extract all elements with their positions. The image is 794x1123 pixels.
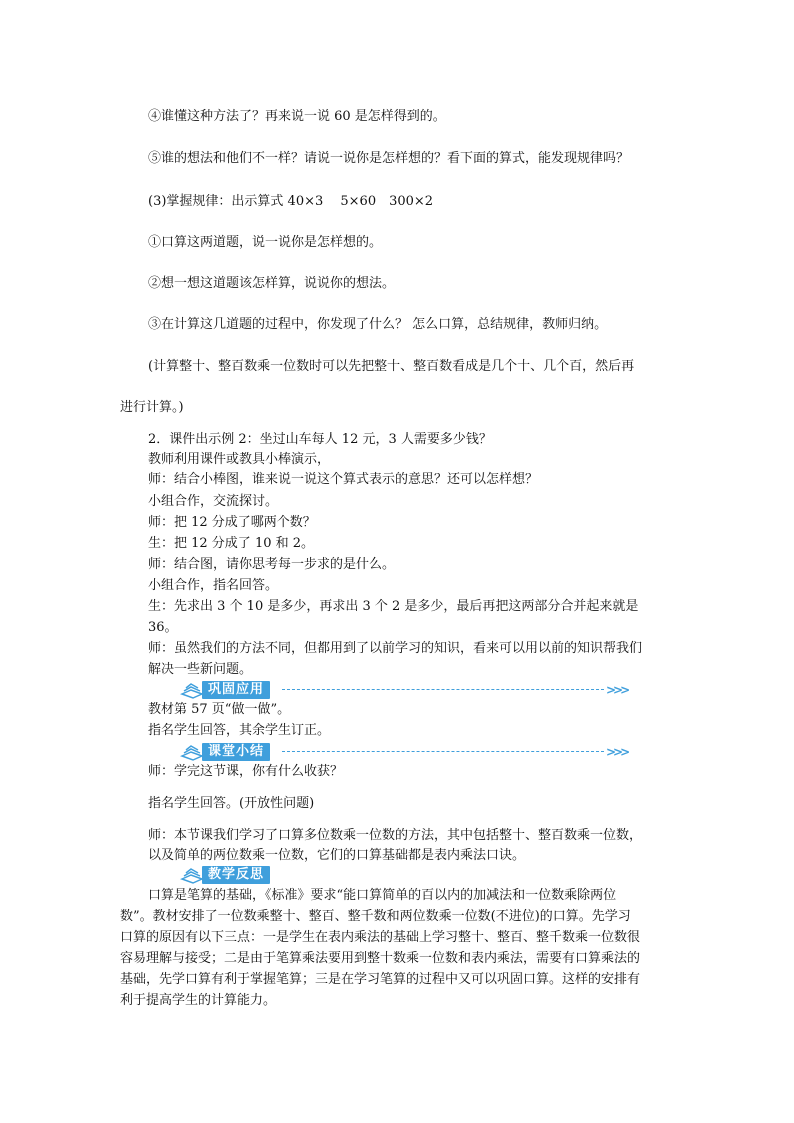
section-header-consolidate bbox=[180, 681, 640, 699]
text-line: 36。 bbox=[148, 620, 178, 635]
text-line: 2．课件出示例 2：坐过山车每人 12 元，3 人需要多少钱？ bbox=[148, 432, 492, 447]
text-line: 师：虽然我们的方法不同，但都用到了以前学习的知识，看来可以用以前的知识帮我们 bbox=[148, 641, 643, 656]
section-header-reflection bbox=[180, 866, 640, 884]
book-icon bbox=[180, 863, 204, 885]
text-line: 师：本节课我们学习了口算多位数乘一位数的方法，其中包括整十、整百数乘一位数， bbox=[148, 828, 643, 843]
text-line: 小组合作，交流探讨。 bbox=[148, 494, 279, 509]
text-line: 以及简单的两位数乘一位数，它们的口算基础都是表内乘法口诀。 bbox=[148, 848, 526, 863]
text-line: ④谁懂这种方法了？再来说一说 60 是怎样得到的。 bbox=[148, 109, 446, 124]
section-title: 教学反思 bbox=[202, 866, 270, 884]
text-line: 解决一些新问题。 bbox=[148, 662, 253, 677]
text-line: 师：把 12 分成了哪两个数？ bbox=[148, 515, 316, 530]
text-line: 教材第 57 页“做一做”。 bbox=[148, 702, 291, 717]
section-header-summary bbox=[180, 743, 640, 761]
text-line: ⑤谁的想法和他们不一样？请说一说你是怎样想的？看下面的算式，能发现规律吗？ bbox=[148, 151, 630, 166]
text-line: 教师利用课件或教具小棒演示， bbox=[148, 452, 331, 467]
book-icon bbox=[180, 740, 204, 762]
text-line: ③在计算这几道题的过程中，你发现了什么？ 怎么口算，总结规律，教师归纳。 bbox=[148, 317, 608, 332]
text-line: ②想一想这道题该怎样算，说说你的想法。 bbox=[148, 276, 396, 291]
text-line: 口算是笔算的基础，《标准》要求“能口算简单的百以内的加减法和一位数乘除两位 bbox=[148, 888, 617, 903]
text-line: 进行计算。) bbox=[120, 400, 184, 415]
text-line: 生：把 12 分成了 10 和 2。 bbox=[148, 536, 315, 551]
dashed-divider bbox=[282, 751, 604, 752]
dashed-divider bbox=[282, 689, 604, 690]
text-line: 指名学生回答，其余学生订正。 bbox=[148, 723, 331, 738]
text-line: 基础，先学口算有利于掌握笔算；三是在学习笔算的过程中又可以巩固口算。这样的安排有 bbox=[120, 972, 641, 987]
chevron-right-icon: >>> bbox=[606, 683, 628, 697]
text-line: 数”。教材安排了一位数乘整十、整百、整千数和两位数乘一位数(不进位)的口算。先学习 bbox=[120, 909, 631, 924]
text-line: 小组合作，指名回答。 bbox=[148, 578, 279, 593]
section-title: 课堂小结 bbox=[202, 743, 270, 761]
chevron-right-icon: >>> bbox=[606, 745, 628, 759]
text-line: (3)掌握规律：出示算式 40×3 5×60 300×2 bbox=[148, 194, 434, 209]
text-line: ①口算这两道题，说一说你是怎样想的。 bbox=[148, 235, 383, 250]
text-line: 师：学完这节课，你有什么收获？ bbox=[148, 764, 344, 779]
text-line: 师：结合小棒图，谁来说一说这个算式表示的意思？还可以怎样想？ bbox=[148, 472, 539, 487]
text-line: 口算的原因有以下三点：一是学生在表内乘法的基础上学习整十、整百、整千数乘一位数很 bbox=[120, 930, 641, 945]
section-title: 巩固应用 bbox=[202, 681, 270, 699]
book-icon bbox=[180, 678, 204, 700]
text-line: 生：先求出 3 个 10 是多少，再求出 3 个 2 是多少，最后再把这两部分合并起来就是 bbox=[148, 599, 639, 614]
text-line: (计算整十、整百数乘一位数时可以先把整十、整百数看成是几个十、几个百，然后再 bbox=[148, 359, 635, 374]
text-line: 利于提高学生的计算能力。 bbox=[120, 993, 277, 1008]
text-line: 容易理解与接受；二是由于笔算乘法要用到整十数乘一位数和表内乘法，需要有口算乘法的 bbox=[120, 951, 641, 966]
text-line: 师：结合图，请你思考每一步求的是什么。 bbox=[148, 557, 396, 572]
text-line: 指名学生回答。(开放性问题) bbox=[148, 796, 315, 811]
